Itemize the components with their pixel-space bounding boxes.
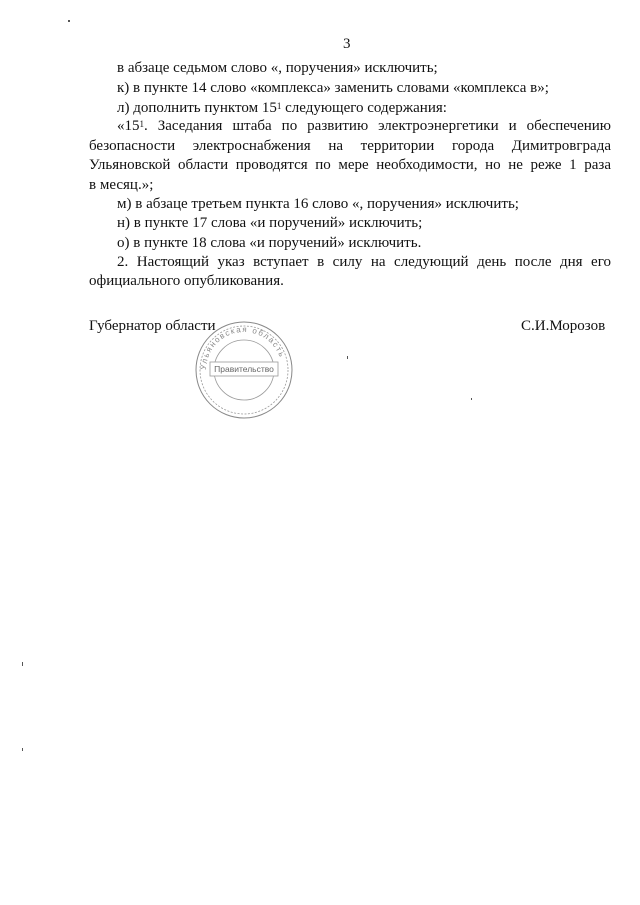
- signatory-title: Губернатор области: [89, 318, 216, 334]
- official-seal-stamp: [192, 318, 296, 422]
- stamp-center-text: Правительство: [214, 364, 274, 374]
- scan-speck: [22, 748, 23, 751]
- text-line: Ульяновской области проводятся по мере необходимости, но не реже 1 раза: [89, 157, 611, 173]
- text-line: н) в пункте 17 слова «и поручений» исключить;: [117, 215, 423, 231]
- text-line: л) дополнить пунктом $15^1$ следующего содержания:: [117, 100, 447, 116]
- scan-speck: [68, 20, 70, 22]
- text-line: в месяц.»;: [89, 177, 154, 193]
- scan-speck: [471, 398, 472, 400]
- page-number: 3: [343, 36, 351, 52]
- text-line: официального опубликования.: [89, 273, 284, 289]
- text-line: к) в пункте 14 слово «комплекса» заменить словами «комплекса в»;: [117, 80, 549, 96]
- text-line: в абзаце седьмом слово «, поручения» исключить;: [117, 60, 438, 76]
- text-line: м) в абзаце третьем пункта 16 слово «, поручения» исключить;: [117, 196, 519, 212]
- stamp-ring-text: Ульяновская область: [198, 324, 287, 371]
- signatory-name: С.И.Морозов: [521, 318, 606, 334]
- scan-speck: [22, 662, 23, 666]
- scan-speck: [347, 356, 348, 359]
- text-line: безопасности электроснабжения на территории города Димитровграда: [89, 138, 611, 154]
- text-line: 2. Настоящий указ вступает в силу на следующий день после дня его: [117, 254, 611, 270]
- text-line: «$15^1$. Заседания штаба по развитию электроэнергетики и обеспечению: [117, 118, 611, 134]
- text-line: о) в пункте 18 слова «и поручений» исключить.: [117, 235, 422, 251]
